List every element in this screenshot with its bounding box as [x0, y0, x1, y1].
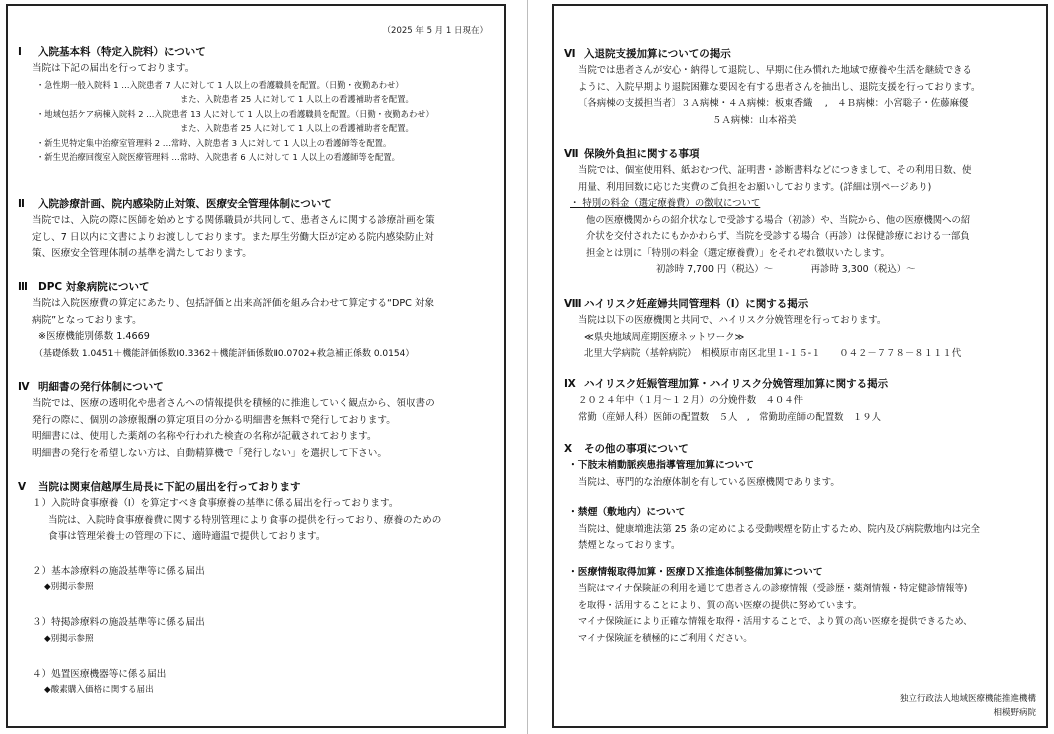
list-item: ・地域包括ケア病棟入院料 2 …入院患者 13 人に対して 1 人以上の看護職員を配置。（日勤・夜勤あわせ）: [36, 108, 434, 119]
paragraph-line: 定し、7 日以内に文書によりお渡ししております。また厚生労働大臣が定める院内感染防止対: [32, 231, 434, 243]
delivery-count: ２０２４年中（１月～１２月）の分娩件数 ４０４件: [578, 395, 804, 406]
paragraph-line: 病院”となっております。: [32, 314, 142, 326]
paragraph-line: 用量、利用回数に応じた実費のご負担をお願いしております。(詳細は別ページあり): [578, 181, 932, 193]
paragraph-line: マイナ保険証により正確な情報を取得・活用することで、より質の高い医療を提供できるため、: [578, 616, 973, 627]
list-item-continuation: また、入院患者 25 人に対して 1 人以上の看護補助者を配置。: [180, 123, 414, 133]
subsection-title: ２）基本診療料の施設基準等に係る届出: [32, 565, 205, 577]
support-staff-line: ５Ａ病棟：山本裕美: [712, 114, 797, 126]
organization-name: 独立行政法人地域医療機能推進機構: [899, 694, 1036, 704]
section-4-itemized-receipt: [18, 379, 498, 462]
paragraph-line: 禁煙となっております。: [578, 540, 681, 551]
section-title: ハイリスク妊産婦共同管理料（Ⅰ）に関する掲示: [584, 298, 809, 310]
section-number: Ⅲ: [18, 281, 28, 293]
section-heading: [564, 146, 1040, 163]
section-8-high-risk-pregnancy-joint: [564, 296, 1040, 363]
paragraph-line: 担金とは別に「特別の料金（選定療養費）」をそれぞれ徴収いたします。: [586, 247, 890, 259]
partner-hospital: 北里大学病院（基幹病院） 相模原市南区北里１-１５-１ ０４２－７７８－８１１１代: [584, 348, 962, 359]
subsection-title: １）入院時食事療養（Ⅰ）を算定すべき食事療養の基準に係る届出を行っております。: [32, 498, 399, 509]
paragraph-line: 当院では、医療の透明化や患者さんへの情報提供を積極的に推進していく観点から、領収書の: [32, 398, 435, 409]
subsection-note: ◆酸素購入価格に関する届出: [44, 685, 154, 695]
special-fee-heading: ・ 特別の料金（選定療養費）の徴収について: [570, 198, 761, 209]
subsection-title: ・禁煙（敷地内）について: [568, 507, 686, 518]
section-1-inpatient-fee: [18, 44, 498, 165]
list-item: ・急性期一般入院料 1 …入院患者 7 人に対して 1 人以上の看護職員を配置。（日勤・夜勤あわせ）: [36, 79, 404, 90]
paragraph-line: 策、医療安全管理体制の基準を満たしております。: [32, 248, 252, 259]
paragraph-line: 当院はマイナ保険証の利用を通じて患者さんの診療情報（受診歴・薬剤情報・特定健診情報等): [578, 583, 968, 594]
section-heading: [18, 196, 498, 213]
list-item: ・新生児治療回復室入院医療管理料 …常時、入院患者 6 人に対して 1 人以上の看護師等を配置。: [36, 152, 400, 162]
paragraph-line: 当院は、専門的な治療体制を有している医療機関であります。: [578, 476, 840, 488]
paragraph-line: 発行の際に、個別の診療報酬の算定項目の分かる明細書を無料で発行しております。: [32, 414, 396, 426]
section-6-discharge-support: [564, 46, 1040, 129]
section-number: Ⅰ: [18, 46, 22, 58]
paragraph-line: 当院は、健康増進法第 25 条の定めによる受動喫煙を防止するため、院内及び病院敷地内は完全: [578, 523, 980, 535]
section-number: Ⅸ: [564, 378, 576, 390]
section-3-dpc: [18, 279, 498, 362]
section-number: Ⅶ: [564, 148, 579, 160]
paragraph-line: を取得・活用することにより、質の高い医療の提供に努めています。: [578, 599, 863, 611]
section-number: Ⅵ: [564, 48, 576, 60]
section-heading: [18, 44, 498, 61]
fee-amounts: 初診時 7,700 円（税込）～ 再診時 3,300（税込）～: [656, 264, 916, 275]
right-page: [552, 4, 1048, 728]
section-title: その他の事項について: [584, 443, 689, 455]
paragraph-line: 食事は管理栄養士の管理の下に、適時適温で提供しております。: [48, 531, 326, 542]
paragraph-line: ように、入院早期より退院困難な要因を有する患者さんを抽出し、退院支援を行っております。: [578, 81, 981, 93]
section-title: ハイリスク妊娠管理加算・ハイリスク分娩管理加算に関する掲示: [584, 378, 889, 390]
subsection-note: ◆別掲示参照: [44, 582, 94, 592]
hospital-name: 相模野病院: [993, 708, 1036, 718]
subsection-title: ・医療情報取得加算・医療ＤＸ推進体制整備加算について: [568, 566, 823, 578]
paragraph-line: 当院では患者さんが安心・納得して退院し、早期に住み慣れた地域で療養や生活を継続できる: [578, 65, 972, 76]
paragraph-line: 当院では、個室使用料、紙おむつ代、証明書・診断書料などにつきまして、その利用日数、使: [578, 165, 972, 176]
subsection-title: ・下肢末梢動脈疾患指導管理加算について: [568, 460, 754, 471]
coefficient-breakdown: （基礎係数 1.0451＋機能評価係数Ⅰ0.3362＋機能評価係数Ⅱ0.0702+救急補正係数 0.0154）: [34, 348, 415, 359]
section-title: 明細書の発行体制について: [38, 381, 164, 393]
list-item: ・新生児特定集中治療室管理料 2 …常時、入院患者 3 人に対して 1 人以上の看護師等を配置。: [36, 137, 392, 148]
section-number: Ⅱ: [18, 198, 25, 210]
page-gap-divider: [527, 0, 528, 734]
subsection-title: ３）特掲診療料の施設基準等に係る届出: [32, 617, 205, 628]
section-2-care-plan: [18, 196, 498, 263]
section-heading: [564, 296, 1040, 313]
section-number: Ⅳ: [18, 381, 30, 393]
section-7-out-of-pocket: [564, 146, 1040, 279]
section-title: 保険外負担に関する事項: [584, 148, 700, 160]
paragraph-line: 当院は以下の医療機関と共同で、ハイリスク分娩管理を行っております。: [578, 315, 887, 326]
paragraph-line: 当院は下記の届出を行っております。: [32, 63, 195, 74]
subsection-note: ◆別掲示参照: [44, 633, 94, 644]
section-heading: [18, 479, 498, 496]
document-footer: [900, 692, 1036, 720]
support-staff-line: 〔各病棟の支援担当者〕３Ａ病棟・４Ａ病棟：板東香織 , ４Ｂ病棟：小宮聡子・佐藤麻優: [578, 98, 969, 109]
subsection-title: ４）処置医療機器等に係る届出: [32, 668, 167, 680]
paragraph-line: 当院は入院医療費の算定にあたり、包括評価と出来高評価を組み合わせて算定する“DPC 対象: [32, 298, 435, 309]
section-number: Ⅷ: [564, 298, 582, 310]
section-number: Ⅴ: [18, 481, 27, 493]
section-title: 当院は関東信越厚生局長に下記の届出を行っております: [38, 481, 301, 493]
section-title: DPC 対象病院について: [38, 281, 150, 293]
section-title: 入退院支援加算についての掲示: [584, 48, 731, 60]
section-10-other: [564, 441, 1040, 647]
paragraph-line: マイナ保険証を積極的にご利用ください。: [578, 632, 753, 644]
section-number: Ⅹ: [564, 443, 573, 455]
section-heading: [564, 376, 1040, 393]
paragraph-line: 当院では、入院の際に医師を始めとする関係職員が共同して、患者さんに関する診療計画を策: [32, 215, 435, 226]
section-heading: [18, 379, 498, 396]
section-9-high-risk-delivery: [564, 376, 1040, 426]
list-item-continuation: また、入院患者 25 人に対して 1 人以上の看護補助者を配置。: [180, 94, 414, 104]
paragraph-line: 当院は、入院時食事療養費に関する特別管理により食事の提供を行っており、療養のための: [48, 514, 442, 526]
section-5-notifications: [18, 479, 498, 698]
coefficient-total: ※医療機能別係数 1.4669: [38, 331, 150, 342]
section-heading: [564, 441, 1040, 458]
left-page: [6, 4, 506, 728]
network-name: ≪県央地域周産期医療ネットワーク≫: [584, 331, 745, 343]
paragraph-line: 明細書には、使用した薬剤の名称や行われた検査の名称が記載されております。: [32, 431, 377, 442]
paragraph-line: 明細書の発行を希望しない方は、自動精算機で「発行しない」を選択して下さい。: [32, 447, 387, 459]
section-title: 入院基本料（特定入院料）について: [38, 46, 206, 58]
staffing-count: 常勤（産婦人科）医師の配置数 ５人 , 常勤助産師の配置数 １９人: [578, 411, 881, 423]
paragraph-line: 介状を交付されたにもかかわらず、当院を受診する場合（再診）は保健診療における一部負: [586, 231, 970, 242]
as-of-date: （2025 年 5 月 1 日現在）: [382, 26, 488, 36]
section-heading: [564, 46, 1040, 63]
section-heading: [18, 279, 498, 296]
section-title: 入院診療計画、院内感染防止対策、医療安全管理体制について: [38, 198, 332, 210]
paragraph-line: 他の医療機関からの紹介状なしで受診する場合（初診）や、当院から、他の医療機関への紹: [586, 214, 971, 226]
